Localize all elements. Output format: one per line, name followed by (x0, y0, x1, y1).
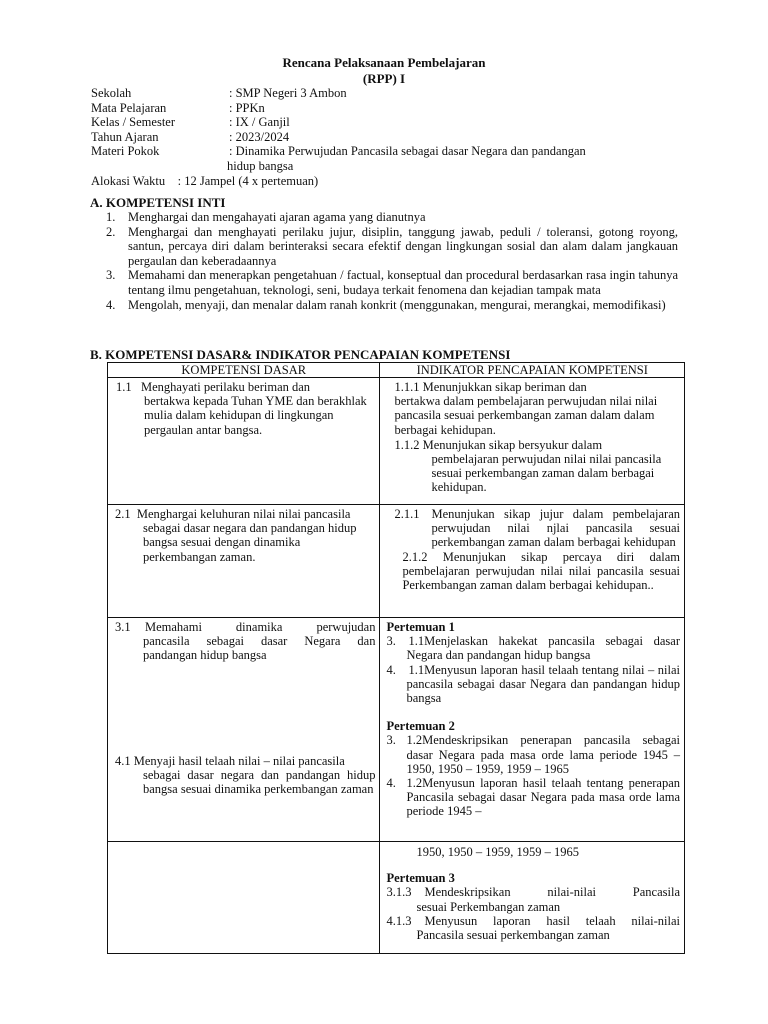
section-b-heading: B. KOMPETENSI DASAR& INDIKATOR PENCAPAIAN KOMPETENSI (90, 347, 511, 362)
meta-value: : Dinamika Perwujudan Pancasila sebagai dasar Negara dan pandangan (229, 144, 586, 159)
col-header-kd: KOMPETENSI DASAR (108, 363, 380, 378)
kd-table (107, 362, 685, 954)
meta-value: : 2023/2024 (229, 129, 290, 144)
meeting-title: Pertemuan 2 (386, 719, 455, 734)
indikator-cell: 1.1.1 Menunjukkan sikap beriman dan bertakwa dalam pembelajaran perwujudan nilai nilai pancasila sesuai perkembangan zaman dalam dalam berbagai kehidupan. 1.1.2 Menunjukan sikap bersyukur dalam pembelajaran perwujudan nilai nilai pancasila sesuai perkembangan zaman dalam berbagai kehidupan. (380, 378, 685, 505)
table-row (108, 618, 685, 842)
meta-row-kelas (91, 115, 691, 130)
table-row (108, 378, 685, 505)
meta-key: Tahun Ajaran (91, 129, 159, 144)
list-item: 1. Menghargai dan mengahayati ajaran agama yang dianutnya (106, 210, 426, 224)
list-item: 2. Menghargai dan menghayati perilaku jujur, disiplin, tanggung jawab, peduli / toleransi, gotong royong, santun, percaya diri dalam berinteraksi secara efektif dengan lingkungan sosial dan alam dalam jangkauan pergaulan dan keberadaannya (106, 224, 678, 268)
meeting-title: Pertemuan 1 (386, 620, 455, 634)
indikator-cell: 1950, 1950 – 1959, 1959 – 1965 Pertemuan 3 3.1.3 Mendeskripsikan nilai-nilai Pancasila sesuai Perkembangan zaman 4.1.3 Menyusun laporan hasil telaah nilai-nilai Pancasila sesuai perkembangan zaman (380, 842, 685, 954)
meta-key: Mata Pelajaran (91, 100, 167, 115)
indikator-cell: 2.1.1 Menunjukan sikap jujur dalam pembelajaran perwujudan nilai njlai pancasila sesuai perkembangan zaman dalam berbagai kehidupan 2.1.2 Menunjukan sikap percaya diri dalam pembelajaran perwujudan nilai nilai pancasila sesuai Perkembangan zaman dalam berbagai kehidupan.. (380, 505, 685, 618)
section-a-heading: A. KOMPETENSI INTI (90, 195, 226, 210)
meta-materi-continuation: hidup bangsa (227, 158, 294, 173)
meta-key: Sekolah (91, 86, 132, 100)
list-item: 4. Mengolah, menyaji, dan menalar dalam ranah konkrit (menggunakan, mengurai, merangkai, memodifikasi) (106, 297, 666, 312)
meta-row-mapel (91, 101, 691, 116)
kd-cell: 2.1 Menghargai keluhuran nilai nilai pancasila sebagai dasar negara dan pandangan hidup bangsa sesuai dengan dinamika perkembangan zaman. (108, 505, 380, 618)
doc-title: Rencana Pelaksanaan Pembelajaran (282, 55, 486, 70)
meta-key: Kelas / Semester (91, 115, 176, 130)
kompetensi-inti-list (90, 210, 678, 312)
identity-block (91, 86, 691, 188)
table-header-row (108, 363, 685, 378)
indikator-cell: Pertemuan 1 3. 1.1Menjelaskan hakekat pancasila sebagai dasar Negara dan pandangan hidup bangsa 4. 1.1Menyusun laporan hasil telaah tentang nilai – nilai pancasila sebagai dasar Negara dan pandangan hidup bangsa Pertemuan 2 3. 1.2Mendeskripsikan penerapan pancasila sebagai dasar Negara pada masa orde lama periode 1945 – 1950, 1950 – 1959, 1959 – 1965 4. 1.2Menyusun laporan hasil telaah tentang penerapan Pancasila sebagai dasar Negara pada masa orde lama periode 1945 – (380, 618, 685, 842)
meta-value: : SMP Negeri 3 Ambon (229, 86, 347, 100)
col-header-indikator: INDIKATOR PENCAPAIAN KOMPETENSI (380, 363, 685, 378)
kd-cell: 3.1 Memahami dinamika perwujudan pancasila sebagai dasar Negara dan pandangan hidup bangsa 4.1 Menyaji hasil telaah nilai – nilai pancasila sebagai dasar negara dan pandangan hidup bangsa sesuai dinamika perkembangan zaman (108, 618, 380, 842)
doc-subtitle: (RPP) I (362, 71, 406, 86)
meta-row-materi (91, 144, 691, 159)
meta-row-sekolah (91, 86, 691, 101)
meta-key: Materi Pokok (91, 144, 160, 159)
table-row (108, 505, 685, 618)
meeting-title: Pertemuan 3 (386, 871, 455, 886)
meta-value: : PPKn (229, 100, 265, 115)
meta-row-tahun (91, 130, 691, 145)
table-row (108, 842, 685, 954)
meta-alokasi: Alokasi Waktu : 12 Jampel (4 x pertemuan) (91, 173, 319, 188)
kd-cell (108, 842, 380, 954)
list-item: 3. Memahami dan menerapkan pengetahuan / factual, konseptual dan procedural berdasarkan rasa ingin tahunya tentang ilmu pengetahuan, teknologi, seni, budaya terkait fenomena dan kejadian tampak mata (106, 268, 678, 297)
meta-value: : IX / Ganjil (229, 115, 290, 130)
kd-cell: 1.1 Menghayati perilaku beriman dan bertakwa kepada Tuhan YME dan berakhlak mulia dalam kehidupan di lingkungan pergaulan antar bangsa. (108, 378, 380, 505)
